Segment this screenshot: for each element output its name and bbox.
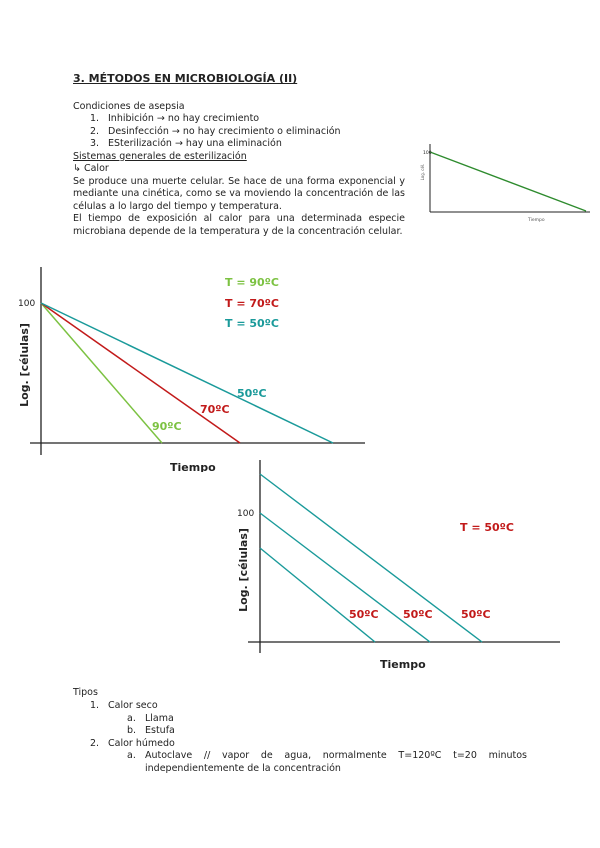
temp-xlabel: Tiempo xyxy=(170,461,216,472)
series-line-70c xyxy=(41,303,240,443)
label-50c-c: 50ºC xyxy=(461,608,491,621)
legend-50c: T = 50ºC xyxy=(225,317,279,330)
legend-70c: T = 70ºC xyxy=(225,297,279,310)
conc-xlabel: Tiempo xyxy=(380,658,426,671)
asepsis-num-2: 2. xyxy=(90,125,100,137)
label-50c-a: 50ºC xyxy=(349,608,379,621)
label-50c-b: 50ºC xyxy=(403,608,433,621)
small-y-tick: 100 xyxy=(423,151,432,156)
systems-heading: Sistemas generales de esterilización xyxy=(73,150,247,162)
concentration-kill-chart xyxy=(220,455,565,675)
small-ylabel: Log. cél. xyxy=(420,163,425,181)
subtype-num-a: a. xyxy=(127,712,136,724)
conc-annotation: T = 50ºC xyxy=(460,521,514,534)
label-50c: 50ºC xyxy=(237,387,267,400)
subtype-oven: Estufa xyxy=(145,725,175,736)
label-70c: 70ºC xyxy=(200,403,230,416)
temp-ylabel: Log. [células] xyxy=(18,323,31,407)
subtype-flame: Llama xyxy=(145,712,174,724)
temperature-kill-chart xyxy=(0,262,380,472)
subtype-num-a2: a. xyxy=(127,750,136,761)
asepsis-num-1: 1. xyxy=(90,113,100,124)
type-num-2: 2. xyxy=(90,737,100,749)
subtype-autoclave: Autoclave // vapor de agua, normalmente T=120ºC t=20 minutos independientemente de la concentración xyxy=(145,750,527,774)
series-line-mid-conc xyxy=(260,513,430,642)
paragraph-kinetics: Se produce una muerte celular. Se hace de una forma exponencial y mediante una cinética, como se va moviendo la concentración de las células a lo largo del tiempo y temperatura. xyxy=(73,175,405,212)
subtype-num-b: b. xyxy=(127,725,137,736)
small-decline-line xyxy=(430,152,586,211)
asepsis-item-2: Desinfección → no hay crecimiento o eliminación xyxy=(108,125,341,137)
series-line-low-conc xyxy=(260,548,375,642)
paragraph-exposure: El tiempo de exposición al calor para una determinada especie microbiana depende de la temperatura y de la concentración celular. xyxy=(73,213,405,237)
type-moist-heat: Calor húmedo xyxy=(108,737,175,749)
conc-ylabel: Log. [células] xyxy=(237,528,250,612)
asepsis-item-3: ESterilización → hay una eliminación xyxy=(108,138,282,149)
asepsis-item-1: Inhibición → no hay crecimiento xyxy=(108,113,260,124)
series-line-90c xyxy=(41,303,162,443)
types-heading: Tipos xyxy=(73,687,98,698)
small-xlabel: Tiempo xyxy=(528,218,545,223)
heat-item: ↳ Calor xyxy=(73,163,109,174)
small-kill-curve-chart xyxy=(410,140,595,225)
asepsis-num-3: 3. xyxy=(90,138,100,149)
legend-90c: T = 90ºC xyxy=(225,276,279,289)
conc-y-tick: 100 xyxy=(237,509,255,519)
series-line-50c xyxy=(41,303,333,443)
temp-y-tick: 100 xyxy=(18,299,36,309)
asepsis-heading: Condiciones de asepsia xyxy=(73,101,185,112)
type-num-1: 1. xyxy=(90,700,100,711)
page-title: 3. MÉTODOS EN MICROBIOLOGÍA (II) xyxy=(73,72,298,85)
label-90c: 90ºC xyxy=(152,420,182,433)
type-dry-heat: Calor seco xyxy=(108,700,158,711)
